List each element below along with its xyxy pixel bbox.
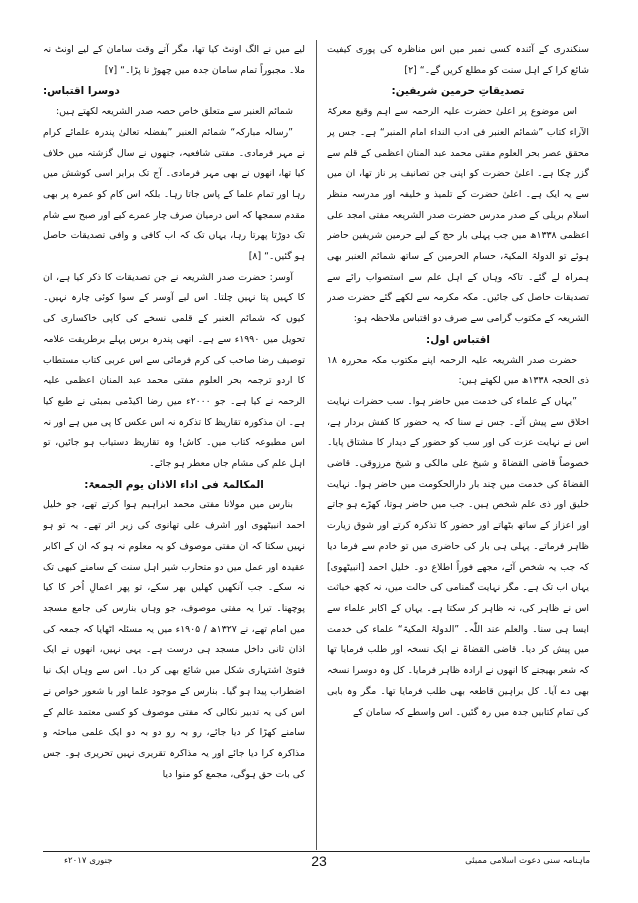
left-paragraph-2: شمائم العنبر سے متعلق خاص حصہ صدر الشریعہ لکھتے ہیں:	[56, 106, 293, 118]
right-paragraph-1: سنکندری کے آئندہ کسی نمبر میں اس مناظرہ کی پوری کیفیت شائع کرا کے اہل سنت کو مطلع کریں گے۔“ [۲]	[327, 44, 589, 76]
right-column	[327, 40, 589, 850]
left-heading-1: دوسرا اقتباس:	[43, 85, 120, 98]
journal-name: ماہنامہ سنی دعوت اسلامی ممبئی	[465, 856, 590, 866]
column-divider	[316, 40, 317, 850]
left-paragraph-3: ”رسالہ مبارکہ“ شمائم العنبر ”بفضلہ تعالیٰ پندرہ علمائے کرام نے مہر فرمادی۔ مفتی شافعیہ، جنھوں نے سال گزشتہ میں خلاف کیا تھا، انھوں نے بھی مہر فرمادی۔ آج تک برابر اسی کوشش میں رہا اور تمام علما کے پاس جاتا رہا۔ بلکہ اس کام کو عمرہ پر بھی مقدم سمجھا کہ اس درمیان صرف چار عمرے کیے اور صبح سے شام تک دوڑتا پھرتا رہا، یہاں تک کہ اب کافی و وافی تصدیقات حاصل ہو گئیں۔“ [۸]	[43, 126, 305, 263]
right-heading-1: تصدیقاتِ حرمین شریفین:	[391, 85, 525, 98]
left-paragraph-5: بنارس میں مولانا مفتی محمد ابراہیم ہوا کرتے تھے، جو خلیل احمد انبیٹھوی اور اشرف علی تھانوی کی زیر اثر تھے۔ یہ تو ہو نہیں سکتا کہ ان مفتی موصوف کو یہ معلوم نہ ہو کہ ان کے اکابر عقیدہ اور عمل میں دو متحارب شیر اہل سنت کے سامنے کبھی تک نہ سکے۔ جب آنکھیں کھلیں بھر سکے، تو پھر اعمالِ اُخر کا کیا پوچھنا۔ تیرا یہ مفتی موصوف، جو وہاں بنارس کی جامع مسجد میں امام تھے، نے ۱۳۲۷ھ / ۱۹۰۵ء میں یہ مسئلہ اٹھایا کہ جمعہ کی اذان ثانی داخل مسجد ہی درست ہے۔ یہی نہیں، انھوں نے ایک فتویٰ اشتہاری شکل میں شائع بھی کر دیا۔ اس سے وہاں ایک نیا اضطراب پیدا ہو گیا۔ بنارس کے موجود علما اور با شعور خواص نے اس کی یہ تدبیر نکالی کہ مفتی موصوف کو کسی معتمد عالم کے سامنے کھڑا کر دیا جائے، رو بہ رو دو بہ دو ایک علمی مباحثہ و مذاکرہ کرا دیا جائے اور یہ مذاکرہ تقریری نہیں تحریری ہو۔ جس کی بات حق ہوگی، مجمع کو منوا دیا	[43, 499, 305, 780]
left-column	[43, 40, 305, 850]
right-paragraph-3: حضرت صدر الشریعہ علیہ الرحمہ اپنے مکتوب مکہ محررہ ۱۸ ذی الحجہ ۱۳۳۸ھ میں لکھتے ہیں:	[327, 354, 589, 387]
right-paragraph-4: ”یہاں کے علماء کی خدمت میں حاضر ہوا۔ سب حضرات نہایت اخلاق سے پیش آئے۔ جس نے سنا کہ یہ حضور کا کفش بردار ہے، اس نے نہایت عزت کی اور سب کو حضور کے دیدار کا مشتاق پایا۔ خصوصاً قاضی القضاۃ و شیخ علی مالکی و شیخ مرزوقی۔ قاضی القضاۃ کی خدمت میں چند بار دارالحکومت میں حاضر ہوا۔ نہایت خلیق اور ذی علم شخص ہیں۔ جب میں حاضر ہوتا، کھڑے ہو جاتے اور اعزاز کے ساتھ بٹھاتے اور حضور کا تذکرہ کرتے اور شوق زیارت ظاہر فرماتے۔ پہلی ہی بار کی حاضری میں تو خادم سے فرما دیا کہ جب یہ شخص آئے، مجھے فوراً اطلاع دو۔ خلیل احمد [انبیٹھوی] یہاں اب تک ہے۔ مگر نہایت گمنامی کی حالت میں، نہ کچھ خباثت اس نے ظاہر کی، نہ ظاہر کر سکتا ہے۔ یہاں کے اکابر علماء سے ایسا ہی سنا۔ والعلم عند اللّٰہ۔ ”الدولۃ المکیۃ“ علماء کی خدمت میں پیش کر دیا۔ قاضی القضاۃ نے ایک نسخہ اور طلب فرمایا تھا کہ شعر بھیجنے کا انھوں نے ارادہ ظاہر فرمایا۔ کل وہ دوسرا نسخہ بھی دے آیا۔ کل براہین قاطعہ بھی طلب فرمایا تھا۔ مگر وہ بابی کی تمام کتابیں جدہ میں رہ گئیں۔ اس واسطے کہ سامان کے	[327, 395, 589, 718]
left-paragraph-4: آوسر: حضرت صدر الشریعہ نے جن تصدیقات کا ذکر کیا ہے، ان کا کہیں پتا نہیں چلتا۔ اس لیے آوسر کے سوا کوئی چارہ نہیں۔ کیوں کہ شمائم العنبر کے قلمی نسخے کی کاپی خاکساری کی تحویل میں ۱۹۹۰ء سے ہے۔ انھی پندرہ برس پہلے برطریقت علامہ توصیف رضا صاحب کی کرم فرمائی سے اس عربی کتاب مستطاب کا اردو ترجمہ بحر العلوم مفتی محمد عبد المنان اعظمی علیہ الرحمہ نے کیا ہے۔ جو ۲۰۰۰ء میں رضا اکیڈمی بمبئی نے طبع کیا ہے۔ ان مذکورہ تقاریظ کا تذکرہ نہ اس عکس کا پی میں ہے اور نہ اس مطبوعہ کتاب میں۔ کاش! وہ تقاریظ دستیاب ہو جائیں، تو اہل علم کی مشام جاں معطر ہو جائے۔	[43, 271, 305, 470]
right-paragraph-2: اس موضوع پر اعلیٰ حضرت علیہ الرحمہ سے اہم وقیع معرکۃ الآراء کتاب ”شمائم العنبر فی ادب النداء امام المنبر“ ہے۔ جس پر محقق عصر بحر العلوم مفتی محمد عبد المنان اعظمی کے قلم سے گزر چکا ہے۔ اعلیٰ حضرت کو اپنی جن تصانیف پر ناز تھا، ان میں سے یہ ایک ہے۔ اعلیٰ حضرت کے تلمیذ و خلیفہ اور مدرسہ منظر اسلام بریلی کے صدر مدرس حضرت صدر الشریعہ مفتی امجد علی اعظمی ۱۳۳۸ھ میں جب پہلی بار حج کے لیے حرمین شریفین حاضر ہوئے تو الدولۃ المکیۃ، حسام الحرمین کے ساتھ شمائم العنبر بھی ہمراہ لے گئے۔ تاکہ وہاں کے اہل علم سے استصواب رائے سے تصدیقات حاصل کی جائیں۔ مکہ مکرمہ سے لکھے گئے حضرت صدر الشریعہ کے مکتوب گرامی سے صرف دو اقتباس ملاحظہ ہو:	[327, 106, 589, 325]
right-heading-2: اقتباس اول:	[426, 333, 490, 346]
issue-date: جنوری ۲۰۱۷ء	[64, 856, 113, 866]
left-heading-2: المکالمۃ فی اداء الاذان یوم الجمعۃ:	[84, 478, 264, 491]
footer-rule	[43, 851, 590, 852]
page-number: 23	[311, 853, 327, 869]
left-paragraph-1: لیے میں نے الگ اونٹ کیا تھا، مگر آتے وقت سامان کے لیے اونٹ نہ ملا۔ مجبوراً تمام سامان جدہ میں چھوڑ نا پڑا۔“ [۷]	[43, 44, 305, 76]
